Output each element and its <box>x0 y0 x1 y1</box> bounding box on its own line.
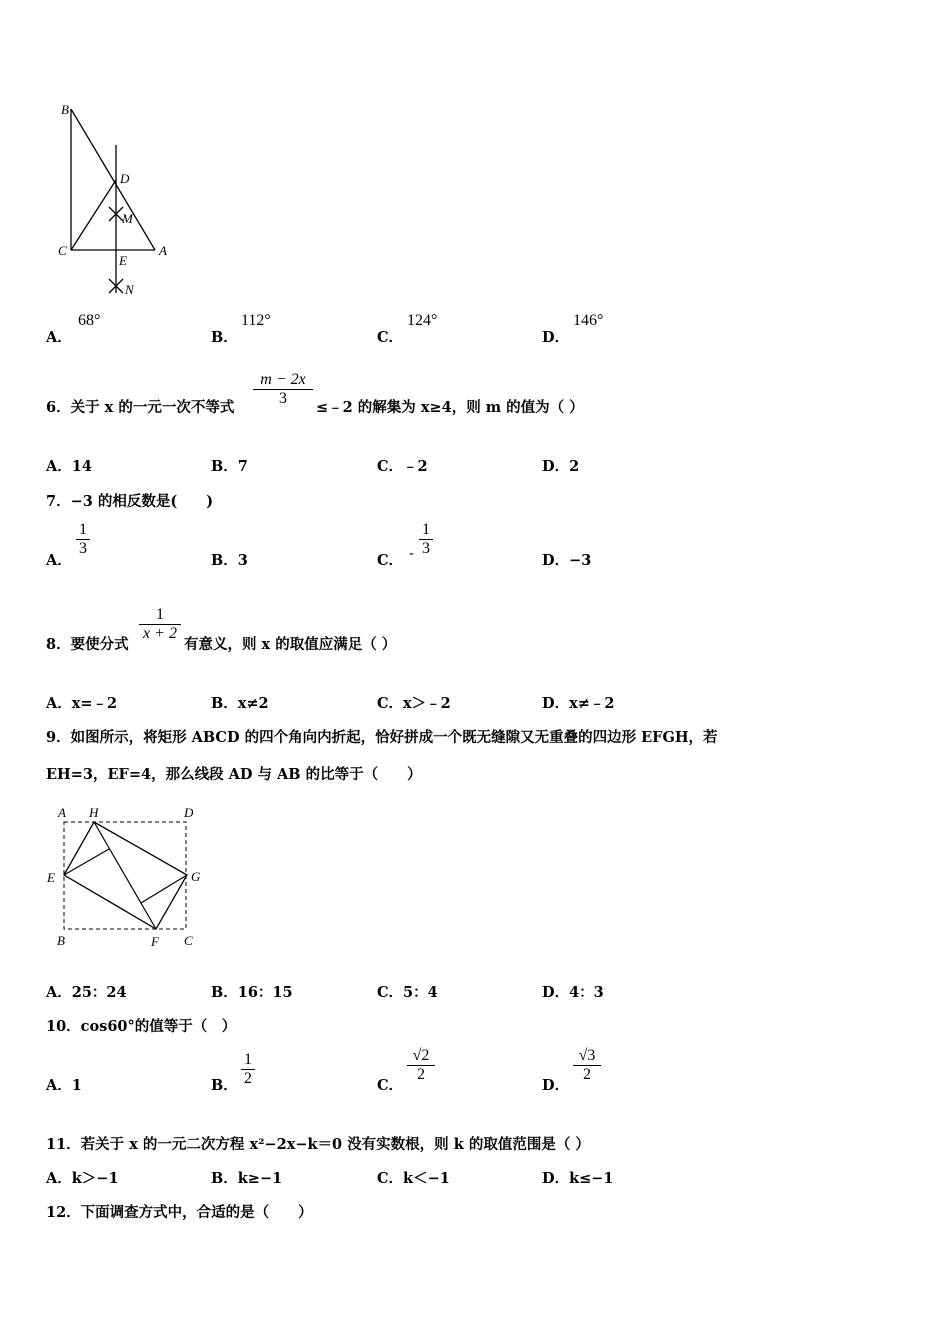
q10-option-c-den: 2 <box>417 1066 425 1083</box>
q5-label-m: M <box>122 211 133 226</box>
q9-label-e: E <box>47 870 55 885</box>
q5-option-c-label: C． <box>377 329 404 346</box>
q9-fold-g <box>141 875 187 903</box>
q5-option-d-label: D． <box>542 329 570 346</box>
q6-suffix: ≤﹣2 的解集为 x≥4，则 m 的值为（ ） <box>316 399 584 416</box>
q5-line-ba <box>71 109 155 250</box>
q5-label-c: C <box>58 243 67 258</box>
q10-stem: 10．cos60°的值等于（ ） <box>46 1018 237 1035</box>
q7-option-c-num: 1 <box>422 521 430 538</box>
q10-option-b-num: 1 <box>244 1051 252 1068</box>
q6-option-a[interactable]: A．14 <box>46 458 92 475</box>
q5-label-a: A <box>159 243 167 258</box>
q9-label-h: H <box>89 805 99 820</box>
q10-option-b-den: 2 <box>244 1070 252 1087</box>
q7-option-a-den: 3 <box>79 540 87 557</box>
q9-label-b: B <box>57 933 65 948</box>
q9-label-g: G <box>191 869 201 884</box>
q9-line1: 9．如图所示，将矩形 ABCD 的四个角向内折起，恰好拼成一个既无缝隙又无重叠的四边形 EFGH，若 <box>46 729 718 746</box>
q7-option-a-num: 1 <box>79 521 87 538</box>
q11-option-a[interactable]: A．k＞−1 <box>46 1170 119 1187</box>
q6-stem <box>46 396 234 417</box>
q6-prefix: 6．关于 x 的一元一次不等式 <box>46 399 235 416</box>
q5-option-a-label: A． <box>46 329 72 346</box>
q6-option-c[interactable]: C．﹣2 <box>377 458 428 475</box>
q10-option-c-label: C． <box>377 1077 404 1094</box>
q5-label-n: N <box>125 282 134 297</box>
q8-suffix: 有意义，则 x 的取值应满足（ ） <box>184 636 397 653</box>
q5-option-b-label: B． <box>211 329 238 346</box>
q6-fraction <box>253 372 313 407</box>
q10-option-c-num: √2 <box>412 1047 430 1064</box>
q8-frac-num: 1 <box>156 606 164 623</box>
q9-option-a[interactable]: A．25：24 <box>46 984 127 1001</box>
q6-option-b[interactable]: B．7 <box>211 458 248 475</box>
q5-label-e: E <box>119 253 127 268</box>
q10-option-d-label: D． <box>542 1077 570 1094</box>
q9-line2: EH=3，EF=4，那么线段 AD 与 AB 的比等于（ ） <box>46 766 422 783</box>
q5-figure <box>50 95 190 305</box>
q7-option-a-label: A． <box>46 552 72 569</box>
q9-label-a: A <box>58 805 66 820</box>
q5-option-a-value: 68° <box>78 312 101 329</box>
q8-fraction <box>139 607 181 642</box>
q8-option-b[interactable]: B．x≠2 <box>211 695 269 712</box>
q9-option-c[interactable]: C．5：4 <box>377 984 438 1001</box>
q8-option-a[interactable]: A．x=﹣2 <box>46 695 118 712</box>
q11-option-c[interactable]: C．k＜−1 <box>377 1170 450 1187</box>
q5-option-c-value: 124° <box>407 312 438 329</box>
q5-option-d-value: 146° <box>573 312 604 329</box>
q7-option-d[interactable]: D．−3 <box>542 552 592 569</box>
q10-option-b-label: B． <box>211 1077 238 1094</box>
q12-stem: 12．下面调查方式中，合适的是（ ） <box>46 1204 313 1221</box>
q7-option-c-label: C． <box>377 552 404 569</box>
q8-prefix: 8．要使分式 <box>46 636 129 653</box>
q9-option-b[interactable]: B．16：15 <box>211 984 293 1001</box>
q5-option-b-value: 112° <box>241 312 271 329</box>
q9-line-hf <box>94 822 156 929</box>
q9-option-d[interactable]: D．4：3 <box>542 984 604 1001</box>
q8-option-c[interactable]: C．x＞﹣2 <box>377 695 451 712</box>
q9-figure <box>44 800 214 955</box>
q9-label-d: D <box>184 805 194 820</box>
q6-option-d[interactable]: D．2 <box>542 458 580 475</box>
q7-option-b[interactable]: B．3 <box>211 552 248 569</box>
q8-frac-den: x + 2 <box>143 625 177 642</box>
q10-option-d-den: 2 <box>583 1066 591 1083</box>
q11-stem: 11．若关于 x 的一元二次方程 x²−2x−k＝0 没有实数根，则 k 的取值范围是（ ） <box>46 1136 590 1153</box>
q10-option-d-num: √3 <box>578 1047 596 1064</box>
q5-label-d: D <box>120 171 130 186</box>
q7-stem: 7．−3 的相反数是( ) <box>46 493 214 510</box>
q9-label-c: C <box>184 933 193 948</box>
q6-frac-num: m − 2x <box>260 371 306 388</box>
q7-option-c-sign: - <box>409 544 415 562</box>
q6-frac-den: 3 <box>279 390 287 407</box>
q5-label-b: B <box>61 102 69 117</box>
q5-line-cd <box>71 180 116 250</box>
q11-option-d[interactable]: D．k≤−1 <box>542 1170 614 1187</box>
q7-option-c-den: 3 <box>422 540 430 557</box>
q8-option-d[interactable]: D．x≠﹣2 <box>542 695 615 712</box>
q9-label-f: F <box>151 934 159 949</box>
q11-option-b[interactable]: B．k≥−1 <box>211 1170 283 1187</box>
q10-option-a[interactable]: A．1 <box>46 1077 82 1094</box>
